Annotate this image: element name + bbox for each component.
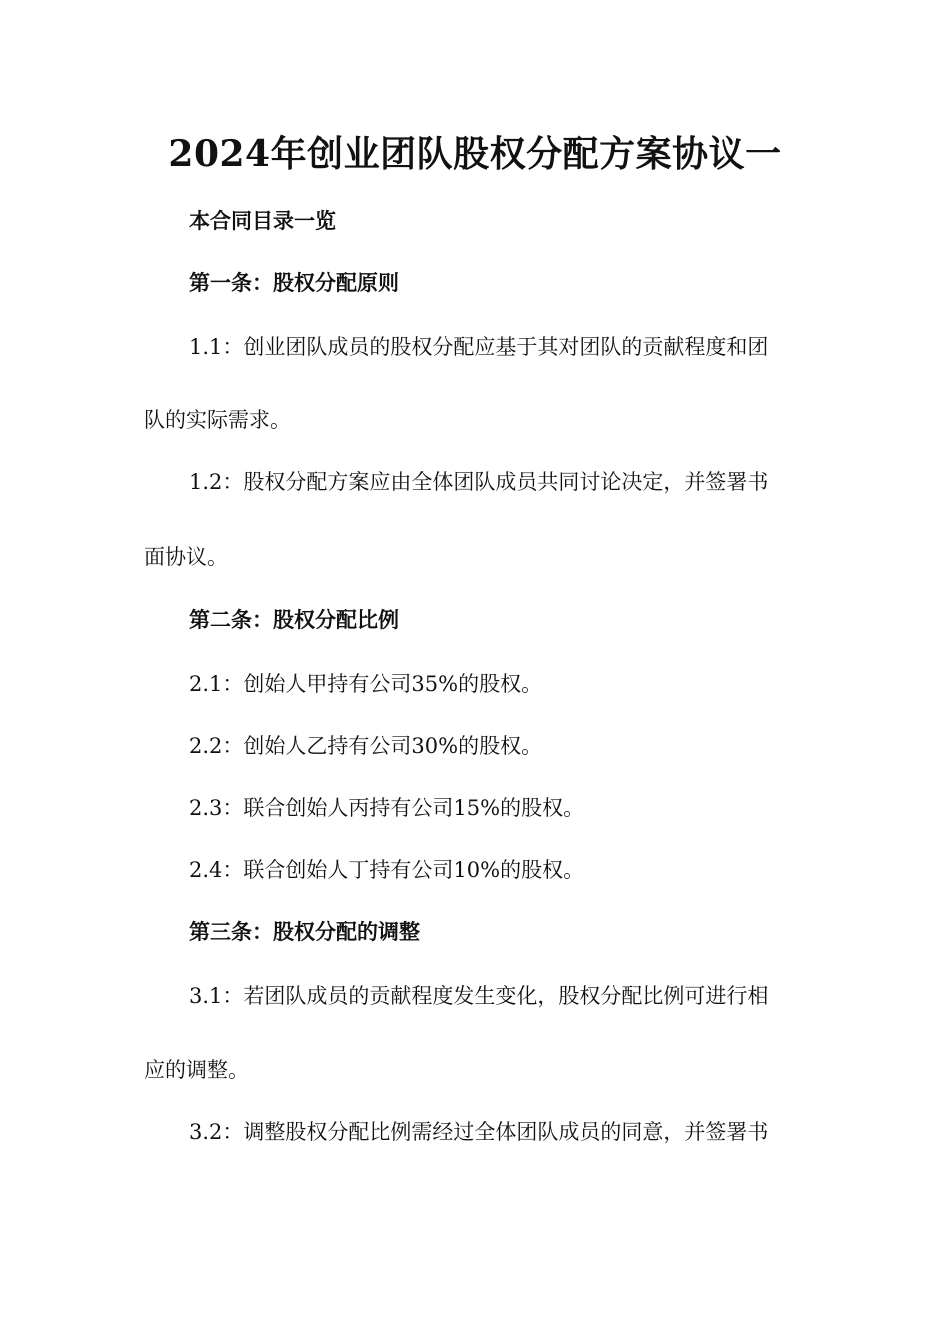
clause-1-2: 1.2：股权分配方案应由全体团队成员共同讨论决定，并签署书 bbox=[189, 470, 769, 494]
clause-1-1: 1.1：创业团队成员的股权分配应基于其对团队的贡献程度和团 bbox=[189, 335, 769, 359]
clause-2-2: 2.2：创始人乙持有公司30%的股权。 bbox=[189, 734, 543, 758]
clause-1-1-continuation: 队的实际需求。 bbox=[144, 408, 291, 432]
clause-3-1-continuation: 应的调整。 bbox=[144, 1058, 249, 1082]
toc-heading: 本合同目录一览 bbox=[189, 208, 336, 233]
clause-3-1: 3.1：若团队成员的贡献程度发生变化，股权分配比例可进行相 bbox=[189, 984, 769, 1008]
clause-1-2-continuation: 面协议。 bbox=[144, 545, 228, 569]
clause-2-3: 2.3：联合创始人丙持有公司15%的股权。 bbox=[189, 796, 585, 820]
article-1-heading: 第一条：股权分配原则 bbox=[189, 270, 399, 295]
document-title: 2024年创业团队股权分配方案协议一 bbox=[168, 133, 782, 175]
article-2-heading: 第二条：股权分配比例 bbox=[189, 607, 399, 632]
article-3-heading: 第三条：股权分配的调整 bbox=[189, 919, 420, 944]
clause-3-2: 3.2：调整股权分配比例需经过全体团队成员的同意，并签署书 bbox=[189, 1120, 769, 1144]
clause-2-1: 2.1：创始人甲持有公司35%的股权。 bbox=[189, 672, 543, 696]
clause-2-4: 2.4：联合创始人丁持有公司10%的股权。 bbox=[189, 858, 585, 882]
